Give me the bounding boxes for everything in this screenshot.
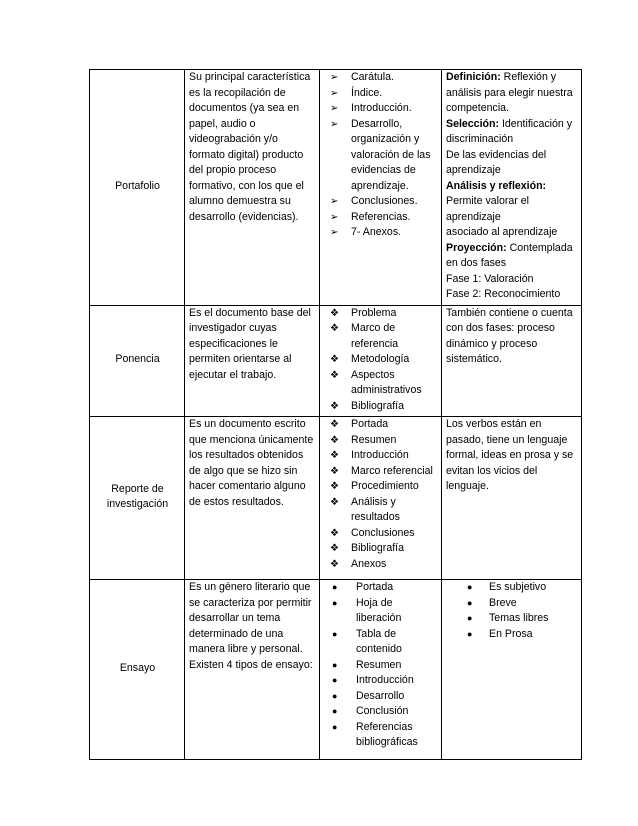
description-extra: Existen 4 tipos de ensayo: [189, 658, 313, 671]
diamond-bullet-icon: ❖ [330, 543, 339, 554]
notes-cell [442, 70, 582, 306]
dot-bullet-icon: ● [332, 659, 338, 670]
list-item: ● Breve [446, 596, 578, 612]
structure-list [324, 306, 438, 415]
note-line: Fase 1: Valoración [446, 272, 534, 285]
diamond-bullet-icon: ❖ [330, 419, 339, 430]
list-item: ● Hoja de liberación [332, 596, 402, 624]
diamond-bullet-icon: ❖ [330, 527, 339, 539]
diamond-bullet-icon: ❖ [330, 434, 339, 446]
table-row [90, 70, 582, 306]
structure-cell [320, 305, 442, 417]
structure-list [324, 417, 438, 572]
list-item: ● Tabla de contenido [332, 627, 402, 655]
list-item: ❖ Anexos [324, 557, 438, 573]
row-title: Ensayo [90, 580, 185, 760]
note-line: Fase 2: Reconocimiento [446, 288, 561, 300]
list-item: ❖ Marco de referencia [330, 322, 399, 350]
structure-cell [320, 580, 442, 760]
comparison-table [89, 69, 582, 760]
list-item: ➢ 7- Anexos. [324, 225, 438, 241]
table-row [90, 305, 582, 417]
dot-bullet-icon: ● [332, 597, 338, 608]
arrow-bullet-icon: ➢ [330, 196, 339, 207]
list-item: ● Resumen [324, 658, 438, 674]
list-item: ❖ Resumen [324, 433, 438, 449]
note-line: Selección: Identificación y discriminación [446, 117, 573, 145]
list-item: ● En Prosa [446, 627, 578, 643]
dot-bullet-icon: ● [332, 628, 338, 639]
list-item: ❖ Bibliografía [324, 399, 438, 415]
list-item: ● Referencias bibliográficas [332, 720, 418, 748]
arrow-bullet-icon: ➢ [330, 211, 339, 223]
structure-cell [320, 70, 442, 306]
list-item: ❖ Metodología [324, 352, 438, 368]
list-item: ➢ Referencias. [324, 210, 438, 226]
list-item: ❖ Problema [324, 306, 438, 322]
note-line: Permite valorar el aprendizaje [446, 195, 530, 223]
diamond-bullet-icon: ❖ [330, 450, 339, 461]
note-line: De las evidencias del aprendizaje [446, 148, 547, 176]
diamond-bullet-icon: ❖ [330, 323, 339, 334]
dot-bullet-icon: ● [467, 597, 473, 608]
structure-list [324, 580, 438, 751]
list-item: ● Desarrollo [324, 689, 438, 705]
list-item: ● Introducción [324, 673, 438, 689]
diamond-bullet-icon: ❖ [330, 354, 339, 365]
diamond-bullet-icon: ❖ [330, 481, 339, 492]
notes-cell: También contiene o cuenta con dos fases: proceso dinámico y proceso sistemático. [442, 305, 582, 417]
arrow-bullet-icon: ➢ [330, 103, 339, 114]
notes-list [446, 580, 578, 642]
dot-bullet-icon: ● [467, 582, 473, 592]
description-text: Es un género literario que se caracteriza por permitir desarrollar un tema determinado de una manera libre y personal. [189, 581, 312, 655]
list-item: ❖ Conclusiones [324, 526, 438, 542]
dot-bullet-icon: ● [332, 675, 338, 685]
list-item: ● Conclusión [324, 704, 438, 720]
row-title: Reporte de investigación [90, 417, 185, 580]
list-item: ❖ Bibliografía [324, 541, 438, 557]
arrow-bullet-icon: ➢ [330, 118, 339, 130]
structure-list [324, 70, 438, 241]
note-line: Análisis y reflexión: [446, 179, 547, 192]
diamond-bullet-icon: ❖ [330, 558, 339, 570]
notes-cell: Los verbos están en pasado, tiene un lenguaje formal, ideas en prosa y se evitan los vicios del lenguaje. [442, 417, 582, 580]
list-item: ● Portada [324, 580, 438, 596]
dot-bullet-icon: ● [467, 613, 473, 623]
list-item: ❖ Portada [324, 417, 438, 433]
note-line: Definición: Reflexión y análisis para elegir nuestra competencia. [446, 71, 573, 114]
row-description: Su principal característica es la recopilación de documentos (ya sea en papel, audio o videograbación y/o formato digital) producto del propio proceso formativo, con los que el alumno demuestra su desarrollo (evidencias). [185, 70, 320, 306]
row-title: Ponencia [90, 305, 185, 417]
list-item: ● Temas libres [446, 611, 578, 627]
table-row [90, 417, 582, 580]
diamond-bullet-icon: ❖ [330, 307, 339, 319]
list-item: ❖ Aspectos administrativos [330, 368, 422, 396]
list-item: ➢ Desarrollo, organización y valoración de las evidencias de aprendizaje. [330, 117, 431, 192]
row-description: Es un documento escrito que menciona únicamente los resultados obtenidos de algo que se hizo sin hacer comentario alguno de estos resultados. [185, 417, 320, 580]
structure-cell [320, 417, 442, 580]
row-title: Portafolio [90, 70, 185, 306]
arrow-bullet-icon: ➢ [330, 227, 339, 238]
note-line: asociado al aprendizaje [446, 226, 558, 238]
diamond-bullet-icon: ❖ [330, 400, 339, 412]
table-row [90, 580, 582, 760]
list-item: ❖ Procedimiento [324, 479, 438, 495]
row-description [185, 580, 320, 760]
dot-bullet-icon: ● [332, 582, 338, 592]
diamond-bullet-icon: ❖ [330, 369, 339, 381]
list-item: ❖ Introducción [324, 448, 438, 464]
list-item: ➢ Índice. [324, 86, 438, 102]
list-item: ➢ Introducción. [324, 101, 438, 117]
list-item: ● Es subjetivo [446, 580, 578, 596]
list-item: ❖ Análisis y resultados [330, 495, 400, 523]
diamond-bullet-icon: ❖ [330, 496, 339, 508]
notes-cell [442, 580, 582, 760]
list-item: ➢ Carátula. [324, 70, 438, 86]
list-item: ❖ Marco referencial [324, 464, 438, 480]
row-description: Es el documento base del investigador cuyas especificaciones le permiten orientarse al ejecutar el trabajo. [185, 305, 320, 417]
dot-bullet-icon: ● [332, 721, 338, 732]
dot-bullet-icon: ● [332, 690, 338, 701]
list-item: ➢ Conclusiones. [324, 194, 438, 210]
arrow-bullet-icon: ➢ [330, 87, 339, 99]
dot-bullet-icon: ● [332, 706, 338, 716]
arrow-bullet-icon: ➢ [330, 72, 339, 83]
dot-bullet-icon: ● [467, 628, 473, 639]
note-line: Proyección: Contemplada en dos fases [446, 241, 573, 269]
diamond-bullet-icon: ❖ [330, 465, 339, 477]
